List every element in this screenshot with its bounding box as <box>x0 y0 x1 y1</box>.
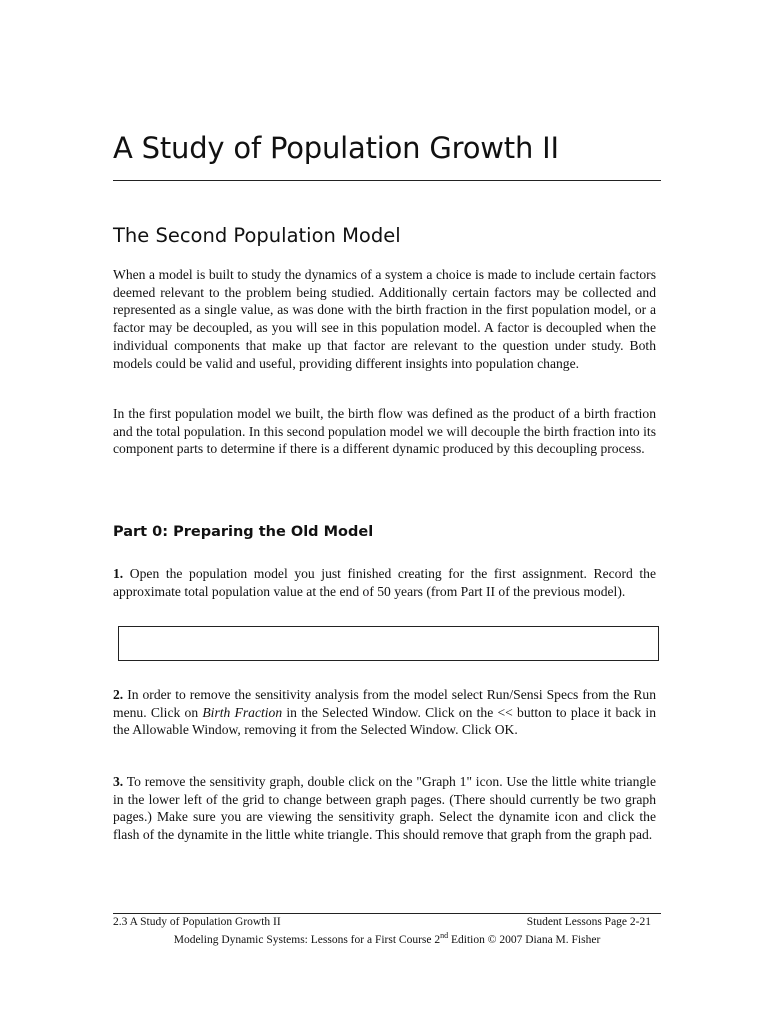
step-2-italic-term: Birth Fraction <box>202 704 283 720</box>
intro-paragraph-1: When a model is built to study the dynamics of a system a choice is made to include certain factors deemed relevant to the problem being studied. Additionally certain factors may be collected and represented as a single value, as was done with the birth fraction in the first population model, or a factor may be decoupled, as you will see in this population model. A factor is decoupled when the individual components that make up that factor are relevant to the question under study. Both models could be valid and useful, providing different insights into population change. <box>113 267 656 371</box>
step-1 <box>113 565 656 600</box>
footer-center-before: Modeling Dynamic Systems: Lessons for a First Course 2 <box>173 933 441 946</box>
section-title: The Second Population Model <box>113 224 401 247</box>
footer-center-after: Edition © 2007 Diana M. Fisher <box>448 933 601 946</box>
step-2-number: 2. <box>113 687 124 702</box>
step-2-text-after: in the Selected Window. Click on the << button to place it back in the Allowable Window, removing it from the Selected Window. Click OK. <box>113 704 657 737</box>
footer-right-text: Student Lessons Page 2-21 <box>526 916 651 928</box>
step-1-number: 1. <box>113 566 124 581</box>
page-title: A Study of Population Growth II <box>113 131 559 165</box>
footer-center-sup: nd <box>440 931 449 940</box>
intro-paragraph-2: In the first population model we built, the birth flow was defined as the product of a birth fraction and the total population. In this second population model we will decouple the birth fraction into its component parts to determine if there is a different dynamic produced by this decoupling process. <box>113 406 656 457</box>
step-1-text: Open the population model you just finished creating for the first assignment. Record the approximate total population value at the end of 50 years (from Part II of the previous model). <box>113 566 656 599</box>
step-2-text-before: In order to remove the sensitivity analysis from the model select Run/Sensi Specs from the Run menu. Click on <box>113 687 656 720</box>
footer-center-text <box>113 929 661 947</box>
step-3 <box>113 773 656 843</box>
footer-divider <box>113 913 661 914</box>
title-divider <box>113 180 661 181</box>
part-heading: Part 0: Preparing the Old Model <box>113 524 374 540</box>
answer-box[interactable] <box>118 626 659 661</box>
step-2 <box>113 686 656 739</box>
footer-left-text: 2.3 A Study of Population Growth II <box>113 916 281 928</box>
step-3-number: 3. <box>113 774 124 789</box>
step-3-text: To remove the sensitivity graph, double click on the "Graph 1" icon. Use the little white triangle in the lower left of the grid to change between graph pages. (There should currently be two graph pages.) Make sure you are viewing the sensitivity graph. Select the dynamite icon and click the flash of the dynamite in the little white triangle. This should remove that graph from the graph pad. <box>113 774 656 842</box>
